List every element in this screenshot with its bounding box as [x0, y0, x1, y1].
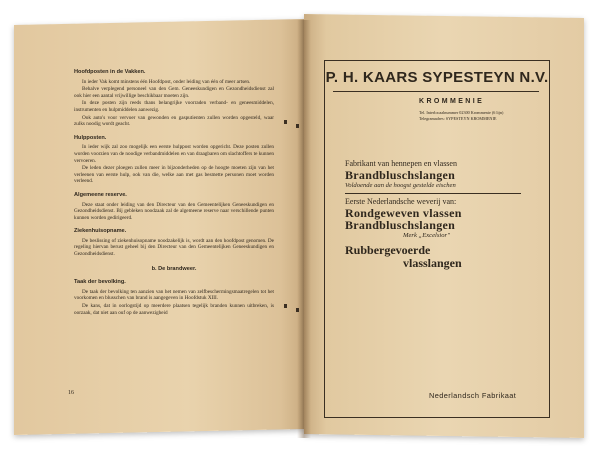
paragraph: In ieder Vak komt minstens één Hoofdpost, onder leiding van één of meer artsen. [82, 78, 251, 85]
section-heading: Hoofdposten in de Vakken. [74, 69, 146, 75]
advertisement-box [324, 60, 550, 418]
weverij-text: Eerste Nederlandsche weverij van: [345, 197, 457, 206]
paragraph: In ieder wijk zal zoo mogelijk een eerste hulppost worden opgericht. Deze posten zullen worden voorzien van de noodige verbandmiddelen en van draagbaren om slachtoffers te kunnen vervoeren. [74, 144, 274, 164]
product-title: Brandbluschslangen [345, 168, 456, 182]
section-heading: b. De brandweer. [151, 265, 197, 272]
section-heading: Ziekenhuisopname. [74, 228, 127, 235]
divider [345, 193, 521, 194]
product-title: vlasslangen [403, 255, 462, 270]
book-gutter [297, 20, 311, 438]
brand-mark: Merk „Excelsior" [403, 232, 450, 239]
footer-text: Nederlandsch Fabrikaat [429, 391, 517, 400]
paragraph: Ook auto's voor vervoer van gewonden en gasputienten zullen worden opgesteld, waar zulks noodig wordt geacht. [74, 114, 274, 128]
staple-icon [284, 120, 287, 124]
advertisement-body [345, 159, 541, 269]
paragraph: De beslissing of ziekenhuisopname noodzakelijk is, wordt aan den hoofdpost genomen. De regeling hiervan berust geheel bij den Directeur van den Gemeentelijken Geneeskundigen en Gezondheidsdienst. [74, 237, 274, 258]
staple-icon [296, 308, 299, 312]
company-city: KROMMENIE [419, 98, 485, 105]
telegram-line: Telegramadres: SYPESTEYN KROMMENIE [419, 115, 497, 121]
section-heading: Hulpposten. [74, 134, 107, 141]
page-number: 16 [68, 390, 74, 396]
paragraph: De kans, dat in oorlogstijd op meerdere plaatsen tegelijk branden kunnen uitbreken, is oorzaak, dat niet aan ouf op de aanwezigheid [74, 303, 274, 316]
section-heading: Algemeene reserve. [74, 191, 127, 198]
product-title: Rubbergevoerde [345, 243, 431, 257]
section-heading: Taak der bevolking. [74, 279, 126, 286]
paragraph: De taak der bevolking ten aanzien van het nemen van zelfbeschermingsmaatregelen tot het voorkomen en blusschen van brand is aangegeven in Hoofdstuk XIII. [74, 288, 274, 302]
paragraph: In deze posten zijn reeds thans belangrijke voorraden verband- en geneesmiddelen, instrumenten en hulpmiddelen aanwezig. [74, 100, 274, 113]
company-contact [419, 110, 543, 121]
intro-text: Fabrikant van hennepen en vlassen [345, 159, 457, 168]
product-subtitle: Voldoende aan de hoogst gestelde eischen [345, 182, 456, 189]
staple-icon [284, 304, 287, 308]
open-booklet [14, 12, 588, 442]
product-title: Brandbluschslangen [345, 218, 456, 232]
staple-icon [296, 124, 299, 128]
paragraph: Deze staat onder leiding van den Directeur van den Gemeentelijken Geneeskundigen en Gezondheidsdienst. Bij gebleken noodzaak zal de algemeene reserve naar verschillende punten kunnen worden gedirigeerd. [74, 201, 274, 221]
divider [333, 91, 539, 92]
company-name: P. H. KAARS SYPESTEYN N.V. [325, 69, 549, 86]
telephone-line: Tel. Interlocaalnummer 02300 Krommenie (6 lijn) [419, 110, 504, 115]
paragraph: De leden dezer ploegen zullen meer in bijzonderheden op de hoogte moeten zijn van het verleenen van eerste hulp, ook van die, welke aan met gas besmette personen moet worden verleend. [74, 165, 274, 185]
paragraph: Behalve verplegend personeel van den Gem. Geneeskundigen en Gezondheidsdienst zal ook hier een aantal vrijwillige beschikbaar moeten zijn. [74, 86, 274, 99]
left-page-text [74, 62, 274, 317]
product-title: Rondgeweven vlassen [345, 206, 462, 220]
